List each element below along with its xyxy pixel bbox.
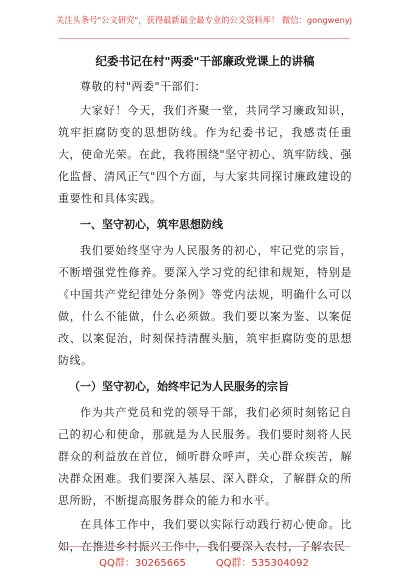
promo-banner: 关注头条号"公文研究"，获得最新最全最专业的公文资料库！ 微信：gongwenyj [55, 15, 353, 25]
intro-paragraph: 大家好！今天，我们齐聚一堂，共同学习廉政知识，筑牢拒腐防变的思想防线。作为纪委书记，我感责任重大，使命光荣。在此，我将围绕"坚守初心、筑牢防线、强化监督、清风正气"四个方面，与大家共同探讨廉政建设的重要性和具体实践。 [58, 104, 352, 205]
page-footer [0, 546, 408, 576]
footer-divider [58, 546, 350, 547]
qq-group-2: QQ群：535304092 [215, 557, 309, 569]
qq-group-1: QQ群：30265665 [99, 557, 186, 569]
section-paragraph: 我们要始终坚守为人民服务的初心，牢记党的宗旨，不断增强党性修养。要深入学习党的纪律和规矩，特别是《中国共产党纪律处分条例》等党内法规，明确什么可以做，什么不能做，什么必须做。我们要以案为鉴、以案促改、以案促治，时刻保持清醒头脑，筑牢拒腐防变的思想防线。 [58, 244, 352, 367]
subsection-heading: （一）坚守初心，始终牢记为人民服务的宗旨 [69, 380, 289, 393]
document-title: 纪委书记在村"两委"干部廉政党课上的讲稿 [95, 54, 315, 68]
salutation: 尊敬的村"两委"干部们： [80, 80, 207, 93]
document-body [58, 48, 352, 560]
header-divider [58, 38, 350, 39]
page-header [0, 0, 408, 40]
subsection-paragraph: 在具体工作中，我们要以实际行动践行初心使命。比如，在推进乡村振兴工作中，我们要深入农村，了解农民 [58, 518, 352, 553]
section-heading: 一、坚守初心，筑牢思想防线 [80, 218, 223, 231]
subsection-paragraph: 作为共产党员和党的领导干部，我们必须时刻铭记自己的初心和使命，那就是为人民服务。我们要时刻将人民群众的利益放在首位，倾听群众呼声，关心群众疾苦，解决群众困难。我们要深入基层、深入群众，了解群众的所思所盼，不断提高服务群众的能力和水平。 [58, 406, 352, 507]
